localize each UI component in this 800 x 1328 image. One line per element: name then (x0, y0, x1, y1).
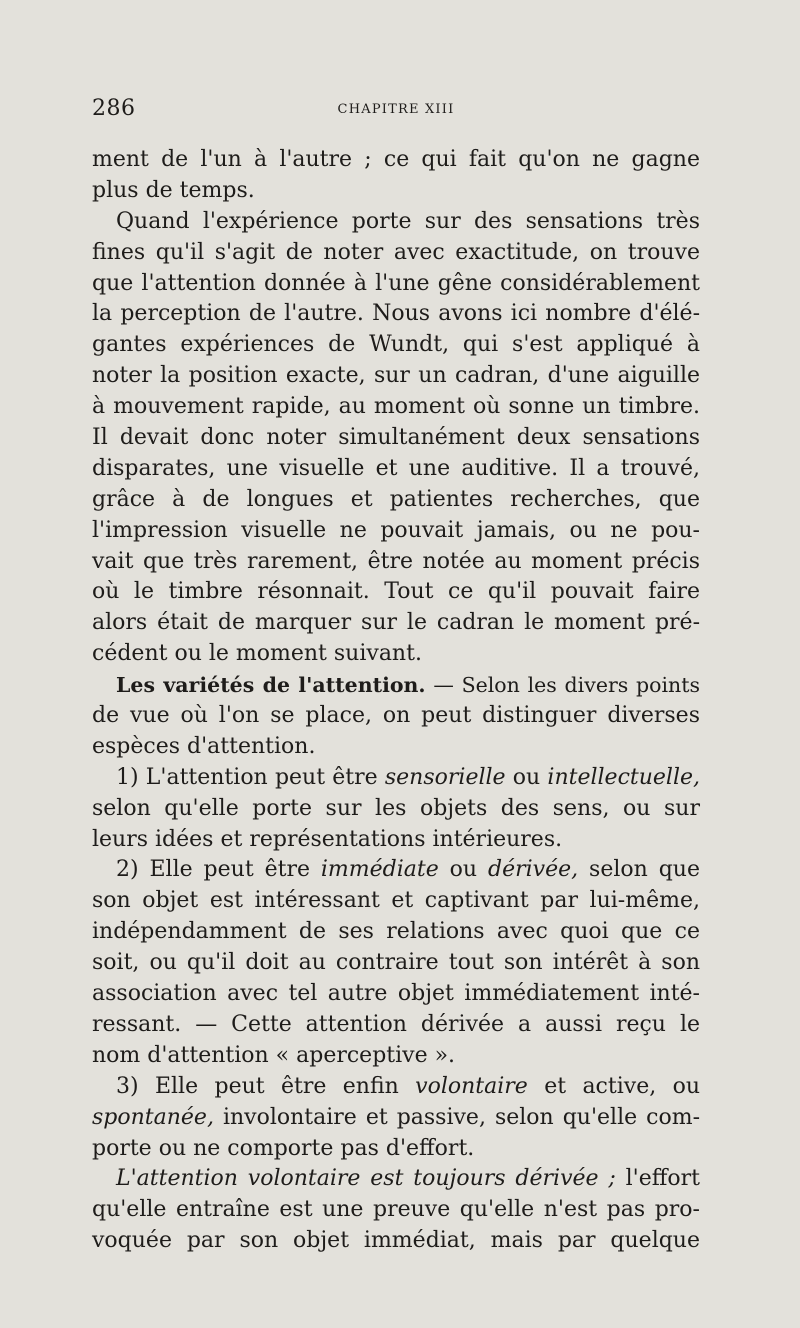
section-heading: Les variétés de l'attention. (116, 673, 426, 698)
page-number: 286 (92, 96, 136, 121)
text-line: alors était de marquer sur le cadran le moment pré- (92, 610, 700, 636)
running-head: CHAPITRE XIII (337, 102, 455, 117)
text-line: Il devait donc noter simultanément deux sensations (92, 425, 700, 451)
text-line: fines qu'il s'agit de noter avec exactitude, on trouve (92, 239, 700, 265)
text-line: gantes expériences de Wundt, qui s'est appliqué à (92, 332, 700, 358)
section-heading-line: Les variétés de l'attention. — Selon les divers points (116, 673, 701, 698)
text-line: disparates, une visuelle et une auditive. Il a trouvé, (92, 455, 700, 481)
text-line: porte ou ne comporte pas d'effort. (92, 1135, 475, 1161)
text-line: espèces d'attention. (92, 733, 316, 759)
text-line: 3) Elle peut être enfin volontaire et active, ou (116, 1073, 700, 1099)
text-line: indépendamment de ses relations avec quoi que ce (92, 919, 700, 945)
text-line: son objet est intéressant et captivant par lui-même, (92, 888, 700, 914)
text-line: ment de l'un à l'autre ; ce qui fait qu'on ne gagne (92, 147, 700, 172)
text-line: à mouvement rapide, au moment où sonne un timbre. (92, 394, 700, 420)
text-line: vait que très rarement, être notée au moment précis (92, 548, 700, 574)
text-line: association avec tel autre objet immédiatement inté- (92, 981, 700, 1007)
text-line: voquée par son objet immédiat, mais par quelque (92, 1228, 700, 1254)
text-line: plus de temps. (92, 177, 255, 203)
body-text (92, 145, 700, 1257)
text-line: L'attention volontaire est toujours dérivée ; l'effort (116, 1166, 700, 1192)
text-line: qu'elle entraîne est une preuve qu'elle n'est pas pro- (92, 1197, 700, 1223)
text-line: l'impression visuelle ne pouvait jamais, ou ne pou- (92, 517, 700, 543)
text-line: cédent ou le moment suivant. (92, 641, 422, 667)
text-line: selon qu'elle porte sur les objets des sens, ou sur (92, 795, 700, 821)
text-line: 1) L'attention peut être sensorielle ou intellectuelle, (116, 764, 700, 790)
text-line: la perception de l'autre. Nous avons ici nombre d'élé- (92, 301, 700, 327)
text-line: 2) Elle peut être immédiate ou dérivée, selon que (116, 857, 700, 883)
text-line: où le timbre résonnait. Tout ce qu'il pouvait faire (92, 579, 700, 605)
text-line: grâce à de longues et patientes recherches, que (92, 486, 700, 512)
text-line: que l'attention donnée à l'une gêne considérablement (92, 270, 700, 296)
text-line: de vue où l'on se place, on peut distinguer diverses (92, 703, 700, 729)
text-line: leurs idées et représentations intérieures. (92, 826, 563, 852)
page-header (92, 96, 700, 130)
text-line: ressant. — Cette attention dérivée a aussi reçu le (92, 1011, 700, 1037)
text-line: nom d'attention « aperceptive ». (92, 1042, 456, 1068)
text-line: Quand l'expérience porte sur des sensations très (116, 208, 700, 234)
text-line: noter la position exacte, sur un cadran, d'une aiguille (92, 363, 700, 389)
text-line: soit, ou qu'il doit au contraire tout son intérêt à son (92, 950, 700, 976)
text-line: spontanée, involontaire et passive, selon qu'elle com- (92, 1104, 700, 1130)
